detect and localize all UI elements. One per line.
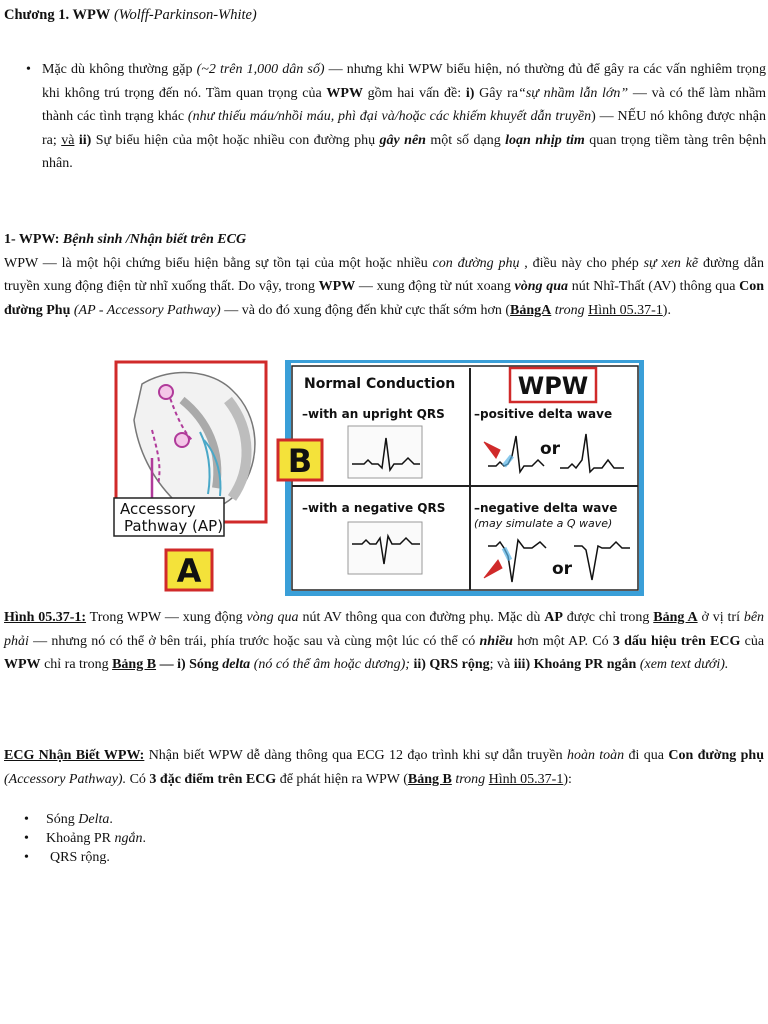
normal-conduction-header: Normal Conduction — [304, 376, 456, 392]
text-run: . — [109, 812, 113, 827]
text-run: và — [61, 132, 75, 148]
text-run: vòng qua — [514, 279, 569, 294]
negative-qrs-label: –with a negative QRS — [302, 501, 446, 515]
text-run: Hình 05.37-1: — [4, 610, 87, 625]
text-run: — i) Sóng — [159, 657, 219, 672]
text-run: i) — [465, 85, 475, 101]
text-run: Trong WPW — xung động — [89, 610, 243, 625]
text-run: WPW — [4, 657, 41, 672]
text-run: “sự nhầm lẫn lớn” — [518, 85, 629, 101]
text-run: WPW — là một hội chứng biểu hiện bằng sự tồn tại của một hoặc nhiều — [4, 255, 428, 271]
text-run: Mặc dù không thường gặp — [42, 62, 193, 77]
label-b: B — [287, 442, 313, 480]
ecg-feature-list — [24, 810, 424, 867]
text-run: vòng qua — [246, 610, 299, 625]
text-run: iii) Khoảng PR ngắn — [513, 657, 637, 672]
label-a: A — [176, 552, 202, 590]
text-run: Khoảng PR — [46, 831, 111, 846]
text-run: đi qua — [628, 748, 664, 763]
text-run: — nhưng khi WPW biểu hiện, nó thường đủ để gây ra các vấn nghiêm trọng khi không trú trọng đến nó. Tầm quan trọng của — [42, 62, 766, 101]
positive-delta-label: –positive delta wave — [474, 407, 613, 421]
text-run: trong — [455, 771, 486, 787]
text-run: 1- WPW: — [4, 232, 60, 247]
bullet-dot: • — [24, 812, 29, 827]
sa-node-icon — [159, 385, 173, 399]
text-run: — và có thể làm nhầm thành các tình trạng khác — [42, 85, 767, 124]
text-run: Bảng B — [407, 771, 452, 787]
text-run: hoàn toàn — [566, 748, 625, 763]
text-run: gồm hai vấn đề: — [367, 85, 462, 101]
section-1-heading — [4, 228, 764, 252]
text-run: (như thiếu máu/nhồi máu, phì đại và/hoặc các khiếm khuyết dẫn truyền — [187, 109, 592, 124]
intro-bullet — [26, 58, 766, 176]
text-run: Sóng — [46, 812, 75, 827]
ecg-normal-upright-grid — [348, 426, 422, 478]
text-run: WPW — [318, 279, 356, 294]
text-run: đường dẫn truyền xung động điện từ nhĩ xuống thất. Do vậy, trong — [4, 255, 764, 294]
list-item — [24, 848, 424, 867]
text-run: (Accessory Pathway). — [4, 771, 127, 787]
text-run: một số dạng — [430, 132, 501, 148]
text-run: Con đường Phụ — [4, 279, 765, 318]
intro-bullet-text — [26, 58, 766, 176]
section-1-paragraph — [4, 252, 764, 323]
text-run: ii) — [78, 132, 92, 148]
text-run: gây nên — [379, 132, 426, 148]
text-run: ; và — [489, 657, 511, 672]
text-run: WPW — [326, 85, 363, 101]
text-run: con đường phụ — [432, 255, 520, 271]
text-run: QRS rộng. — [50, 850, 110, 865]
list-item — [24, 829, 424, 848]
text-run: Con đường phụ — [668, 748, 764, 763]
text-run: Bệnh sinh /Nhận biết trên ECG — [62, 232, 247, 247]
pathway-label: Pathway (AP) — [124, 517, 224, 535]
text-run: , điều này cho phép — [524, 255, 639, 271]
chapter-title — [4, 4, 764, 28]
av-node-icon — [175, 433, 189, 447]
text-run: AP — [544, 610, 563, 625]
text-run: — nhưng nó có thể ở bên trái, phía trước hoặc sau và cùng một lúc có thể có — [33, 633, 476, 649]
upright-qrs-label: –with an upright QRS — [302, 407, 445, 421]
text-run: hơn một AP. Có — [517, 633, 609, 649]
text-run: Bảng A — [653, 610, 698, 625]
section-1 — [4, 228, 764, 322]
text-run: ): — [563, 771, 572, 787]
text-run: BảngA — [510, 302, 552, 318]
figure-05-37-1 — [112, 360, 644, 596]
text-run: bên phải — [4, 610, 765, 649]
text-run: để phát hiện ra WPW ( — [279, 771, 408, 787]
text-run: trong — [554, 302, 585, 318]
text-run: Hình 05.37-1 — [588, 302, 663, 318]
simulate-q-label: (may simulate a Q wave) — [474, 517, 613, 530]
chapter-title-bold: Chương 1. WPW — [4, 7, 111, 23]
text-run: Delta — [78, 812, 110, 827]
text-run: nút Nhĩ-Thất (AV) thông qua — [571, 279, 736, 294]
text-run: (~2 trên 1,000 dân số) — [196, 62, 325, 77]
text-run: sự xen kẽ — [643, 255, 699, 271]
text-run: nút AV thông qua con đường phụ. Mặc dù — [302, 610, 541, 625]
ecg-identification — [4, 744, 764, 791]
text-run: 3 dấu hiệu trên ECG — [612, 633, 741, 649]
text-run: nhiều — [479, 633, 513, 649]
figure-caption — [4, 606, 764, 677]
text-run: của — [744, 633, 765, 649]
ecg-normal-negative-grid — [348, 522, 422, 574]
list-item — [24, 810, 424, 829]
text-run: chỉ ra trong — [44, 657, 109, 672]
wpw-header: WPW — [517, 372, 589, 400]
text-run: quan trọng tiềm tàng trên bệnh nhân. — [42, 132, 767, 171]
or-label-top: or — [539, 439, 561, 459]
text-run: Sự biểu hiện của một hoặc nhiều con đường phụ — [95, 132, 376, 148]
text-run: delta — [222, 657, 251, 672]
text-run: (nó có thể âm hoặc dương); — [253, 657, 410, 672]
text-run: Nhận biết WPW dễ dàng thông qua ECG 12 đạo trình khi sự dẫn truyền — [148, 748, 563, 763]
text-run: Có — [129, 771, 146, 787]
text-run: được chỉ trong — [566, 610, 650, 625]
text-run: (AP - Accessory Pathway) — [73, 302, 221, 318]
text-run: loạn nhịp tim — [505, 132, 585, 148]
text-run: Gây ra — [479, 85, 519, 101]
figure-illustration — [112, 360, 644, 596]
text-run: 3 đặc điểm trên ECG — [149, 771, 277, 787]
text-run: ở vị trí — [701, 610, 740, 625]
text-run: ). — [662, 302, 671, 318]
text-run: ngắn — [114, 831, 143, 846]
accessory-label: Accessory — [120, 500, 196, 518]
text-run: — xung động từ nút xoang — [358, 279, 511, 294]
text-run: ) — NẾU nó không được nhận ra; — [42, 109, 767, 148]
bullet-dot: • — [24, 850, 29, 865]
text-run: (xem text dưới). — [639, 657, 729, 672]
chapter-title-italic: (Wolff-Parkinson-White) — [113, 7, 257, 23]
bullet-dot: • — [26, 62, 31, 77]
text-run: . — [142, 831, 146, 846]
text-run: Bảng B — [112, 657, 157, 672]
text-run: ECG Nhận Biết WPW: — [4, 748, 145, 763]
text-run: ii) QRS rộng — [413, 657, 490, 672]
or-label-bottom: or — [551, 559, 573, 579]
text-run: — và do đó xung động đến khử cực thất sớm hơn ( — [224, 302, 511, 318]
negative-delta-label: –negative delta wave — [474, 501, 618, 515]
text-run: Hình 05.37-1 — [488, 771, 564, 787]
bullet-dot: • — [24, 831, 29, 846]
